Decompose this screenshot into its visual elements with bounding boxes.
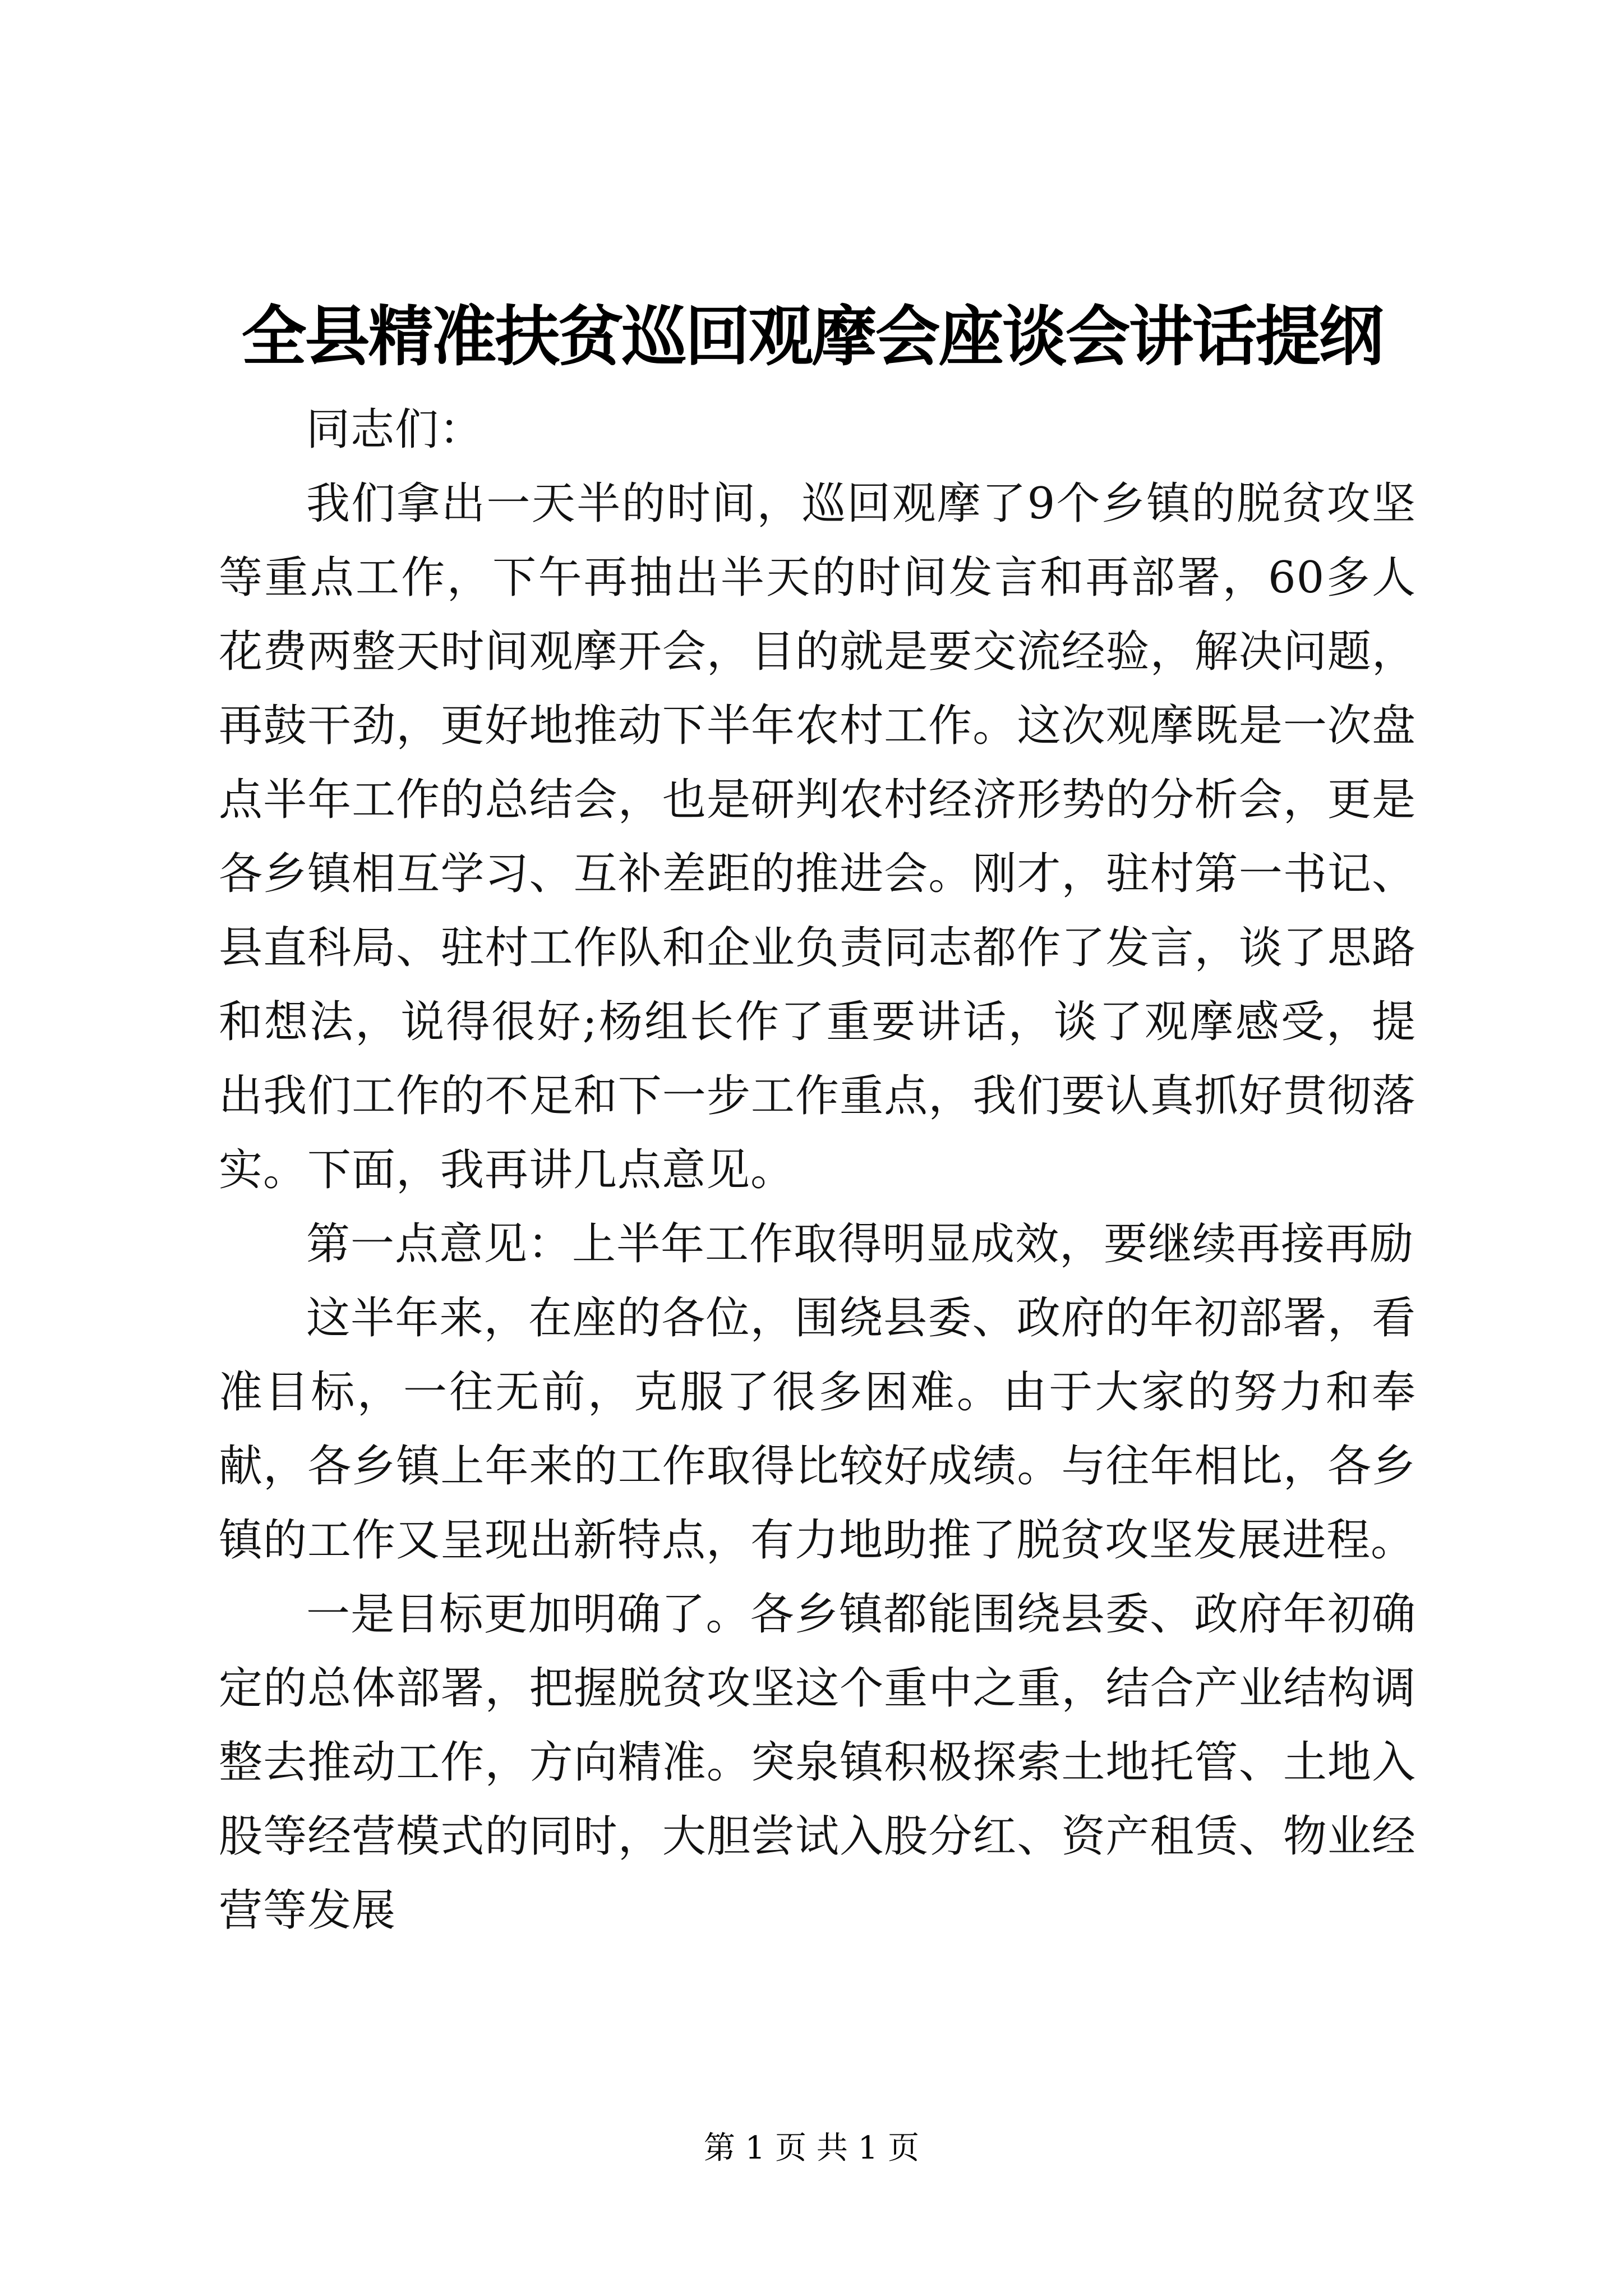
document-title: 全县精准扶贫巡回观摩会座谈会讲话提纲 (241, 298, 1382, 375)
paragraph-salutation: 同志们： (306, 404, 484, 455)
paragraph-half-year-summary: 这半年来，在座的各位，围绕县委、政府的年初部署，看准目标，一往无前，克服了很多困难。由于大家的努力和奉献，各乡镇上年来的工作取得比较好成绩。与往年相比，各乡镇的工作又呈现出新特点，有力地助推了脱贫攻坚发展进程。 (219, 1293, 1416, 1566)
document-body (219, 280, 1416, 1948)
paragraph-intro: 我们拿出一天半的时间，巡回观摩了9个乡镇的脱贫攻坚等重点工作，下午再抽出半天的时间发言和再部署，60多人花费两整天时间观摩开会，目的就是要交流经验，解决问题，再鼓干劲，更好地推动下半年农村工作。这次观摩既是一次盘点半年工作的总结会，也是研判农村经济形势的分析会，更是各乡镇相互学习、互补差距的推进会。刚才，驻村第一书记、县直科局、驻村工作队和企业负责同志都作了发言，谈了思路和想法，说得很好;杨组长作了重要讲话，谈了观摩感受，提出我们工作的不足和下一步工作重点，我们要认真抓好贯彻落实。下面，我再讲几点意见。 (219, 478, 1416, 1195)
paragraph-point-one: 一是目标更加明确了。各乡镇都能围绕县委、政府年初确定的总体部署，把握脱贫攻坚这个重中之重，结合产业结构调整去推动工作，方向精准。突泉镇积极探索土地托管、土地入股等经营模式的同时，大胆尝试入股分红、资产租赁、物业经营等发展 (219, 1589, 1416, 1936)
paragraph-section-heading: 第一点意见：上半年工作取得明显成效，要继续再接再励 (306, 1219, 1414, 1269)
page-number-footer: 第 1 页 共 1 页 (703, 2130, 920, 2166)
